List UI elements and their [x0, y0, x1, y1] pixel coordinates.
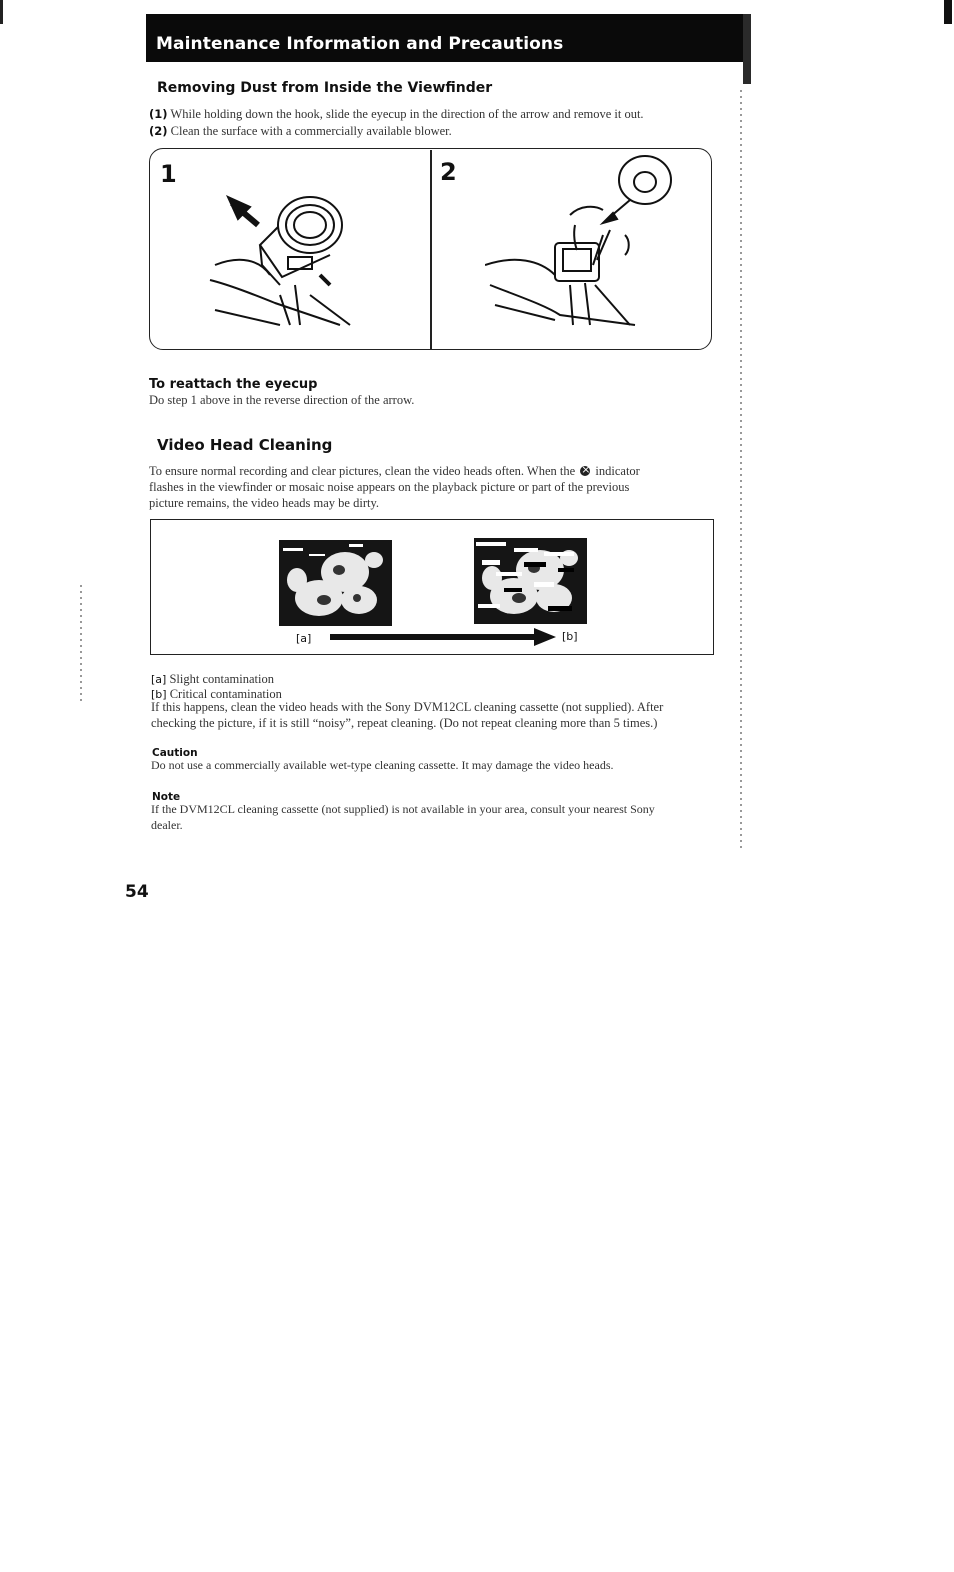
page-header-title: Maintenance Information and Precautions — [156, 34, 564, 54]
note-text-line: If the DVM12CL cleaning cassette (not supplied) is not available in your area, consult your nearest Sony — [151, 802, 655, 816]
step-number: (2) — [149, 124, 168, 138]
critical-contamination-image — [474, 538, 587, 624]
figure-divider — [430, 150, 432, 349]
legend-tag: [b] — [151, 688, 167, 701]
scan-margin-dots — [80, 585, 82, 705]
intro-paragraph-line: picture remains, the video heads may be dirty. — [149, 496, 380, 510]
note-text-line: dealer. — [151, 818, 183, 832]
intro-paragraph-line: flashes in the viewfinder or mosaic noise appears on the playback picture or part of the previous — [149, 480, 630, 494]
page-number: 54 — [125, 882, 149, 902]
section-title-video-head: Video Head Cleaning — [157, 436, 333, 454]
progression-arrow-icon — [330, 627, 556, 647]
instruction-step — [149, 124, 452, 139]
step-text: Clean the surface with a commercially available blower. — [170, 124, 452, 138]
legend-text: Critical contamination — [169, 687, 282, 701]
thumb-index-tab — [743, 14, 751, 84]
figure-label-b: [b] — [562, 630, 578, 643]
caution-text: Do not use a commercially available wet-type cleaning cassette. It may damage the video heads. — [151, 758, 614, 772]
step-text: While holding down the hook, slide the eyecup in the direction of the arrow and remove it out. — [170, 107, 644, 121]
scan-edge-mark — [944, 0, 952, 24]
clean-head-indicator-icon — [580, 466, 590, 476]
step-number: (1) — [149, 107, 168, 121]
blower-cleaning-illustration — [485, 155, 685, 330]
section-title-viewfinder: Removing Dust from Inside the Viewfinder — [157, 80, 493, 96]
subsection-title-reattach: To reattach the eyecup — [149, 377, 318, 392]
reattach-instruction: Do step 1 above in the reverse direction of the arrow. — [149, 393, 415, 407]
eyecup-removal-illustration — [200, 185, 370, 335]
note-heading: Note — [152, 791, 181, 803]
intro-text: indicator — [595, 464, 640, 478]
advice-paragraph-line: If this happens, clean the video heads with the Sony DVM12CL cleaning cassette (not supplied). After — [151, 700, 664, 714]
advice-paragraph-line: checking the picture, if it is still “noisy”, repeat cleaning. (Do not repeat cleaning more than 5 times.) — [151, 716, 658, 730]
figure-panel-number: 1 — [160, 160, 177, 188]
figure-label-a: [a] — [296, 632, 312, 645]
caution-heading: Caution — [152, 747, 198, 759]
intro-paragraph-line — [149, 463, 640, 480]
intro-text: To ensure normal recording and clear pictures, clean the video heads often. When the — [149, 464, 576, 478]
instruction-step — [149, 107, 644, 122]
scan-edge-mark — [0, 0, 3, 24]
figure-panel-number: 2 — [440, 158, 457, 186]
legend-tag: [a] — [151, 673, 167, 686]
slight-contamination-image — [279, 540, 392, 626]
scan-margin-dots — [740, 90, 742, 850]
legend-text: Slight contamination — [169, 672, 274, 686]
